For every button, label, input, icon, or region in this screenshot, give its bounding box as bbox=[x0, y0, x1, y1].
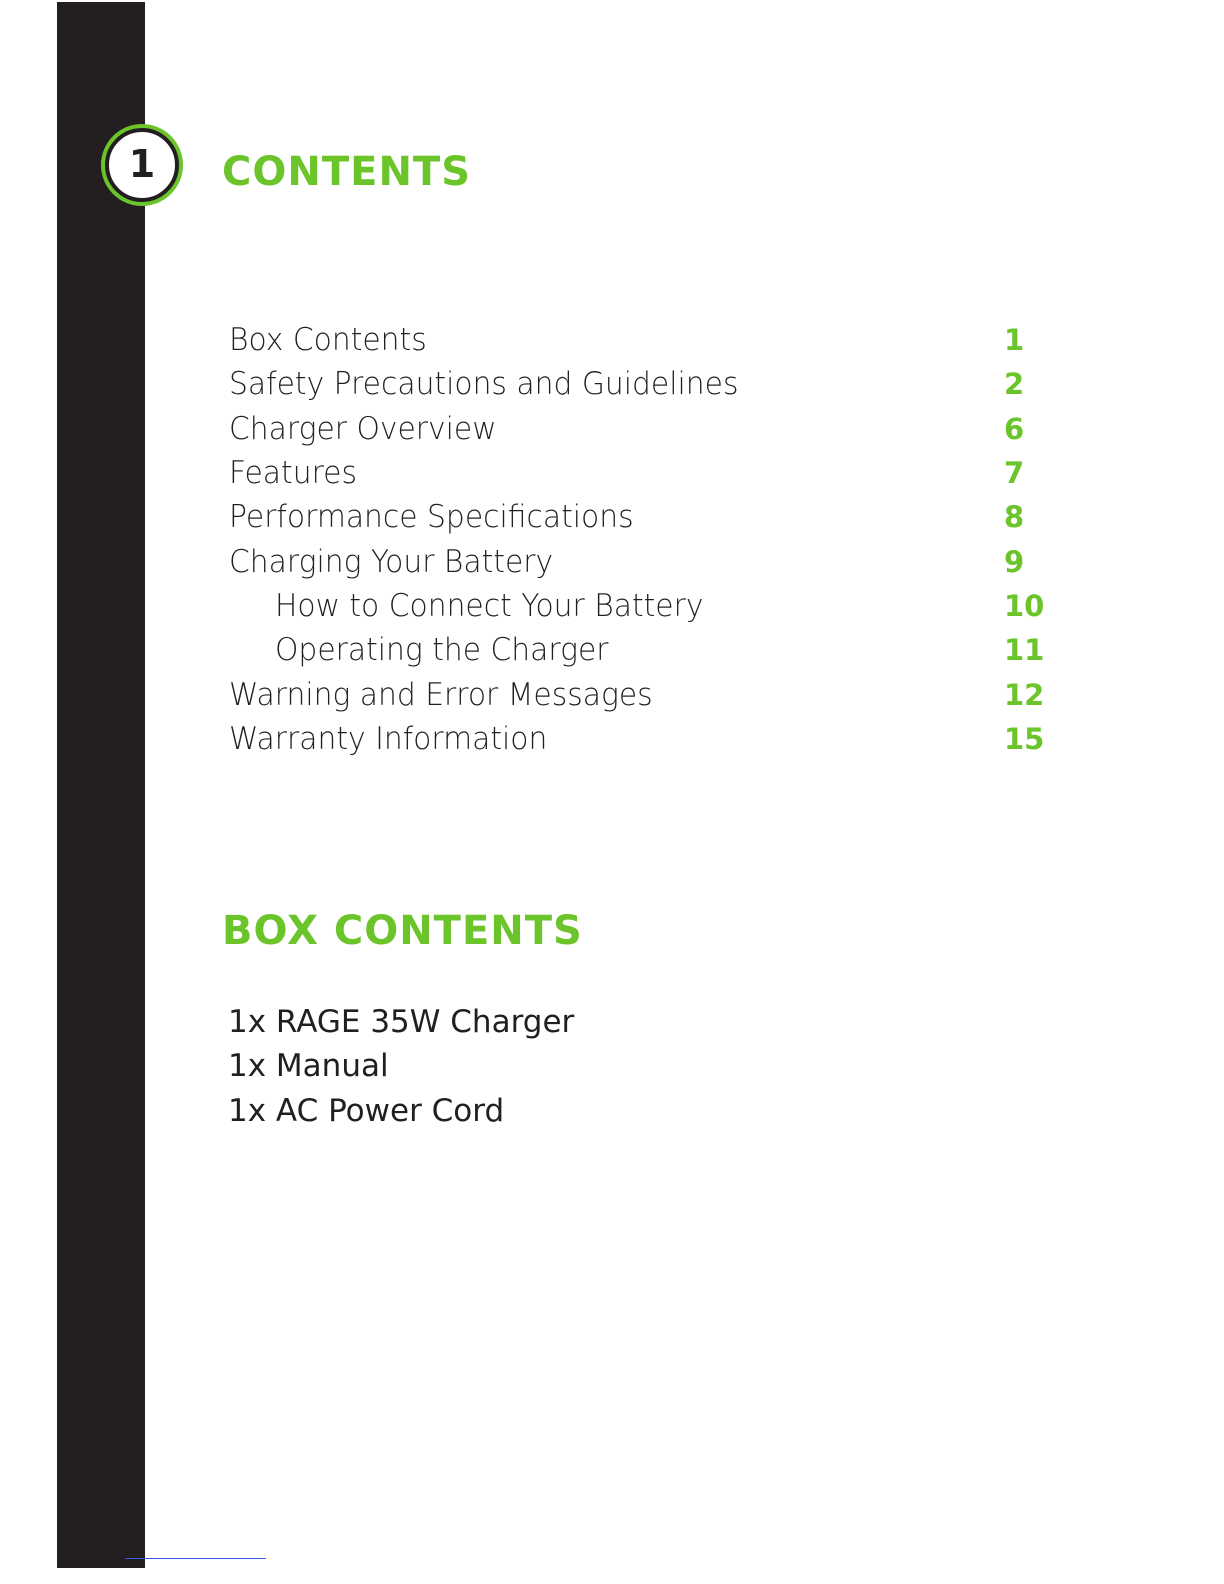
toc-subentry[interactable] bbox=[229, 628, 1049, 672]
toc-entry-label[interactable]: Performance Specifications bbox=[229, 499, 634, 536]
toc-entry-page[interactable]: 6 bbox=[1004, 411, 1025, 446]
toc-entry-label[interactable]: Warranty Information bbox=[229, 720, 548, 757]
toc-entry-page[interactable]: 9 bbox=[1004, 544, 1025, 579]
toc-entry-page[interactable]: 10 bbox=[1004, 588, 1045, 623]
toc-entry-label[interactable]: Charging Your Battery bbox=[229, 543, 554, 580]
toc-entry-page[interactable]: 7 bbox=[1004, 456, 1025, 491]
toc-entry-label[interactable]: Box Contents bbox=[229, 322, 427, 359]
list-item: 1x Manual bbox=[228, 1048, 389, 1085]
toc-entry-label[interactable]: Features bbox=[229, 455, 357, 492]
toc-entry-label[interactable]: How to Connect Your Battery bbox=[275, 587, 704, 624]
left-sidebar-band bbox=[57, 2, 145, 1568]
toc-entry-page[interactable]: 8 bbox=[1004, 500, 1025, 535]
list-item: 1x AC Power Cord bbox=[228, 1092, 505, 1129]
toc-entry[interactable] bbox=[229, 407, 1049, 451]
toc-entry[interactable] bbox=[229, 318, 1049, 362]
toc-entry-label[interactable]: Operating the Charger bbox=[275, 632, 609, 669]
toc-entry[interactable] bbox=[229, 362, 1049, 406]
toc-entry-label[interactable]: Warning and Error Messages bbox=[229, 676, 653, 713]
toc-entry-label[interactable]: Safety Precautions and Guidelines bbox=[229, 366, 739, 403]
toc-entry-page[interactable]: 1 bbox=[1004, 323, 1025, 358]
toc-entry[interactable] bbox=[229, 672, 1049, 716]
toc-subentry[interactable] bbox=[229, 584, 1049, 628]
toc-entry-page[interactable]: 11 bbox=[1004, 633, 1045, 668]
box-contents-heading: BOX CONTENTS bbox=[222, 908, 583, 954]
section-number-badge bbox=[105, 128, 179, 202]
toc-entry[interactable] bbox=[229, 717, 1049, 761]
toc-entry-label[interactable]: Charger Overview bbox=[229, 410, 497, 447]
toc-entry[interactable] bbox=[229, 495, 1049, 539]
toc-entry-page[interactable]: 2 bbox=[1004, 367, 1025, 402]
toc-entry-page[interactable]: 15 bbox=[1004, 721, 1045, 756]
box-contents-list bbox=[228, 1000, 574, 1133]
table-of-contents bbox=[229, 318, 1049, 761]
toc-entry[interactable] bbox=[229, 451, 1049, 495]
list-item: 1x RAGE 35W Charger bbox=[228, 1004, 575, 1041]
section-number: 1 bbox=[128, 142, 156, 186]
link-underline[interactable] bbox=[125, 1558, 266, 1559]
contents-heading: CONTENTS bbox=[222, 149, 472, 195]
toc-entry-page[interactable]: 12 bbox=[1004, 677, 1045, 712]
toc-entry[interactable] bbox=[229, 539, 1049, 583]
